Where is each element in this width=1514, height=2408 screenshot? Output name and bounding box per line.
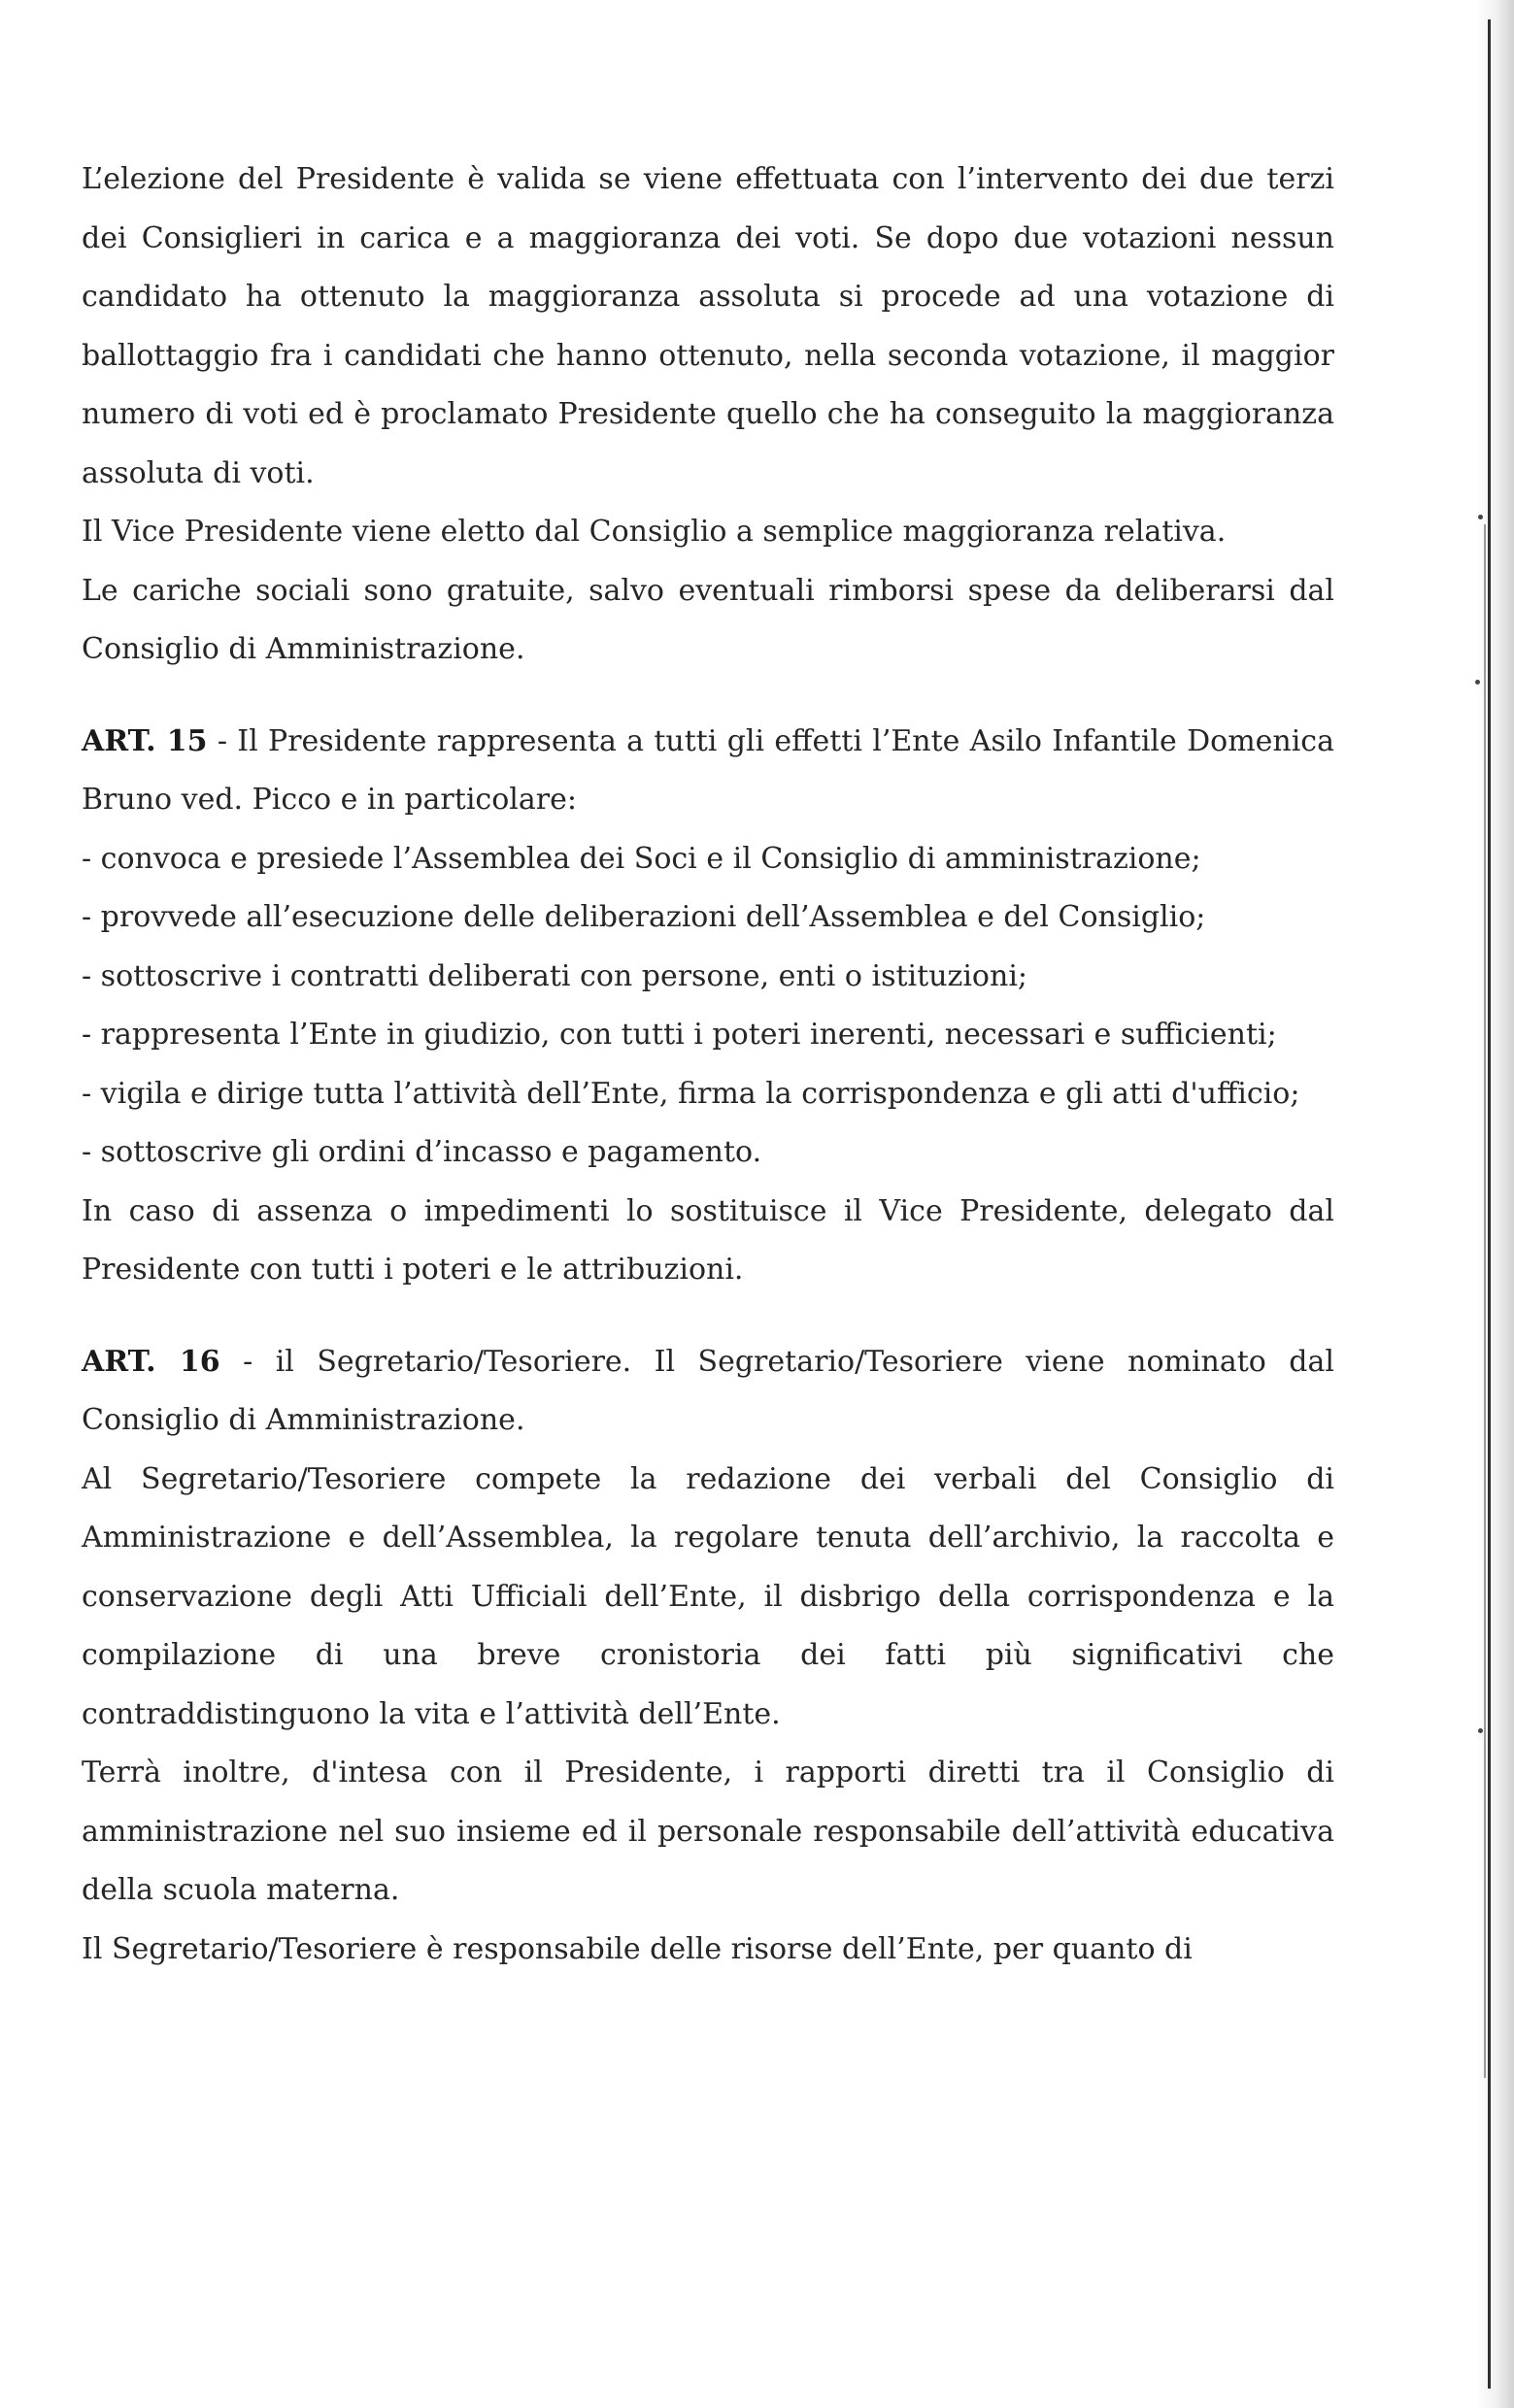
art15-intro — [82, 713, 1334, 830]
paragraph-vice-presidente: Il Vice Presidente viene eletto dal Consiglio a semplice maggioranza relativa. — [82, 515, 1227, 549]
art15-label: ART. 15 — [82, 723, 208, 758]
art15-item: - convoca e presiede l’Assemblea dei Soci e il Consiglio di amministrazione; — [82, 841, 1201, 876]
page-binding-edge-inner — [1484, 524, 1486, 2078]
paragraph-presidente-election: L’elezione del Presidente è valida se viene effettuata con l’intervento dei due terzi dei Consiglieri in carica e a maggioranza dei voti. Se dopo due votazioni nessun candidato ha ottenuto la maggioranza assoluta si procede ad una votazione di ballottaggio fra i candidati che hanno ottenuto, nella seconda votazione, il maggior numero di voti ed è proclamato Presidente quello che ha conseguito la maggioranza assoluta di voti. — [82, 162, 1334, 490]
scan-speck — [1478, 515, 1483, 519]
art15-item: - rappresenta l’Ente in giudizio, con tutti i poteri inerenti, necessari e sufficienti; — [82, 1018, 1277, 1052]
art16-paragraph: Terrà inoltre, d'intesa con il Presidente, i rapporti diretti tra il Consiglio di amministrazione nel suo insieme ed il personale responsabile dell’attività educativa della scuola materna. — [82, 1756, 1334, 1907]
art15-closing: In caso di assenza o impedimenti lo sostituisce il Vice Presidente, delegato dal Presidente con tutti i poteri e le attribuzioni. — [82, 1193, 1334, 1287]
art15-item: - sottoscrive i contratti deliberati con persone, enti o istituzioni; — [82, 958, 1028, 993]
art16-paragraph: Al Segretario/Tesoriere compete la redazione dei verbali del Consiglio di Amministrazione e dell’Assemblea, la regolare tenuta dell’archivio, la raccolta e conservazione degli Atti Ufficiali dell’Ente, il disbrigo della corrispondenza e la compilazione di una breve cronistoria dei fatti più significativi che contraddistinguono la vita e l’attività dell’Ente. — [82, 1461, 1334, 1731]
paragraph-cariche-sociali: Le cariche sociali sono gratuite, salvo eventuali rimborsi spese da deliberarsi dal Consiglio di Amministrazione. — [82, 573, 1334, 666]
art15-item: - sottoscrive gli ordini d’incasso e pagamento. — [82, 1135, 762, 1169]
art15-item: - vigila e dirige tutta l’attività dell’Ente, firma la corrispondenza e gli atti d'ufficio; — [82, 1076, 1300, 1111]
art16-label: ART. 16 — [82, 1344, 220, 1379]
art15-intro-text: - Il Presidente rappresenta a tutti gli effetti l’Ente Asilo Infantile Domenica Bruno ved. Picco e in particolare: — [82, 723, 1334, 817]
art16-paragraph: Il Segretario/Tesoriere è responsabile delle risorse dell’Ente, per quanto di — [82, 1931, 1193, 1966]
scan-speck — [1478, 1728, 1483, 1733]
document-body — [82, 150, 1334, 1979]
scan-speck — [1475, 680, 1480, 685]
page-binding-edge — [1488, 19, 1491, 2389]
art16-intro — [82, 1333, 1334, 1451]
page-edge-shadow — [1476, 0, 1514, 2408]
art16-intro-text: - il Segretario/Tesoriere. Il Segretario/Tesoriere viene nominato dal Consiglio di Amministrazione. — [82, 1344, 1334, 1437]
art15-item: - provvede all’esecuzione delle deliberazioni dell’Assemblea e del Consiglio; — [82, 900, 1206, 934]
